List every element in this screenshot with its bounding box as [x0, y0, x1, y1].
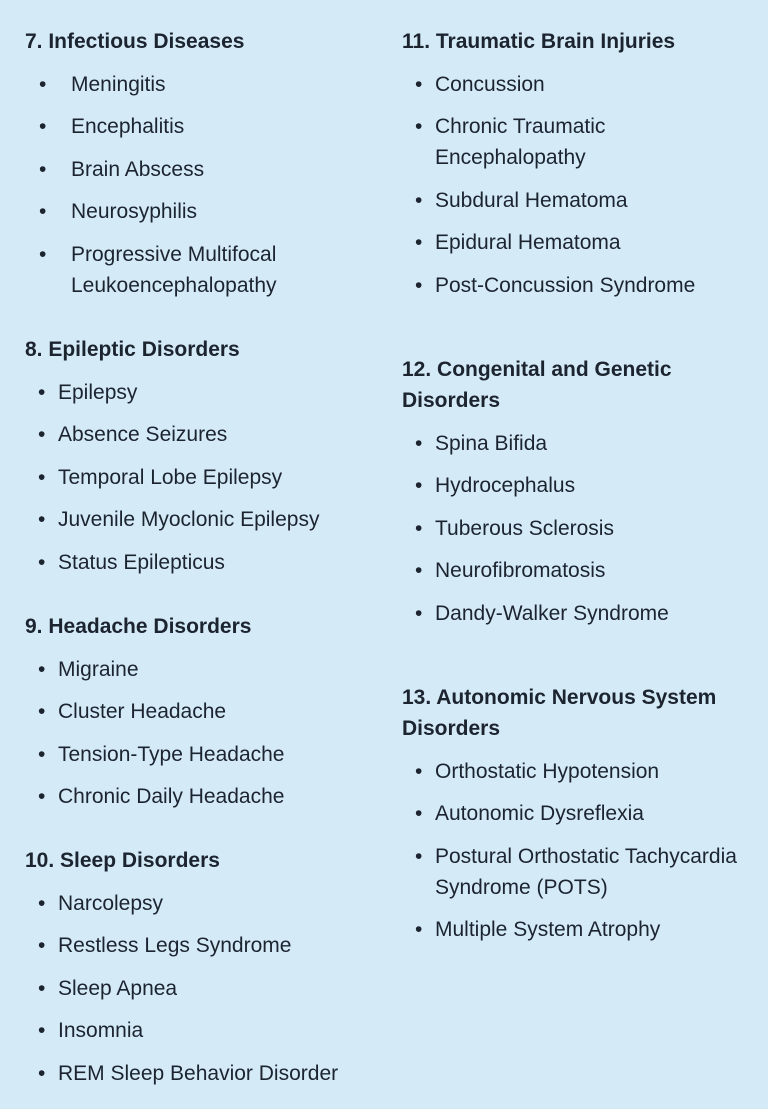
bullet-icon: • [415, 273, 423, 297]
section-heading: 9. Headache Disorders [25, 615, 252, 638]
section-infectious-diseases [25, 26, 355, 312]
bullet-icon: • [415, 474, 423, 497]
section-heading: 8. Epileptic Disorders [25, 338, 240, 361]
bullet-icon: • [415, 188, 423, 212]
bullet-icon: • [415, 844, 423, 868]
section-heading: 11. Traumatic Brain Injuries [402, 30, 676, 53]
list-item: • Tension-Type Headache [25, 739, 365, 770]
list-item: • Subdural Hematoma [402, 185, 752, 216]
bullet-icon: • [39, 200, 47, 223]
section-headache-disorders [25, 611, 365, 824]
list-item: • Post-Concussion Syndrome [402, 270, 752, 301]
bullet-icon: • [38, 423, 46, 446]
bullet-icon: • [38, 380, 46, 404]
list-item: • Narcolepsy [25, 888, 375, 919]
bullet-icon: • [415, 72, 423, 96]
section-heading: 12. Congenital and Genetic Disorders [402, 358, 672, 412]
list-item: • Brain Abscess [25, 154, 355, 185]
bullet-icon: • [38, 742, 46, 766]
bullet-icon: • [38, 700, 46, 723]
bullet-icon: • [39, 157, 47, 181]
list-item: • Orthostatic Hypotension [402, 756, 764, 787]
list-item: • Hydrocephalus [402, 470, 732, 501]
bullet-icon: • [38, 550, 46, 574]
item-list [25, 377, 365, 578]
list-item: • Concussion [402, 69, 752, 100]
item-list [25, 888, 375, 1089]
list-item: • Tuberous Sclerosis [402, 513, 732, 544]
section-epileptic-disorders [25, 334, 365, 589]
bullet-icon: • [38, 657, 46, 681]
bullet-icon: • [38, 976, 46, 1000]
list-item: • Chronic Daily Headache [25, 781, 365, 812]
list-item: • Status Epilepticus [25, 547, 365, 578]
bullet-icon: • [38, 1019, 46, 1042]
list-item: • REM Sleep Behavior Disorder [25, 1058, 375, 1089]
list-item: • Encephalitis [25, 111, 355, 142]
list-item: • Juvenile Myoclonic Epilepsy [25, 504, 365, 535]
bullet-icon: • [38, 785, 46, 808]
section-congenital-genetic-disorders [402, 354, 732, 640]
item-list [402, 756, 764, 946]
list-item: • Postural Orthostatic Tachycardia Syndrome (POTS) [402, 841, 764, 903]
bullet-icon: • [38, 465, 46, 489]
list-item: • Spina Bifida [402, 428, 732, 459]
bullet-icon: • [39, 72, 47, 96]
list-item: • Dandy-Walker Syndrome [402, 598, 732, 629]
bullet-icon: • [415, 516, 423, 540]
item-list [25, 654, 365, 813]
section-sleep-disorders [25, 845, 375, 1100]
list-item: • Temporal Lobe Epilepsy [25, 462, 365, 493]
list-item: • Insomnia [25, 1015, 375, 1046]
bullet-icon: • [415, 918, 423, 941]
section-autonomic-nervous-system-disorders [402, 682, 764, 957]
list-item: • Sleep Apnea [25, 973, 375, 1004]
bullet-icon: • [415, 115, 423, 138]
list-item: • Neurosyphilis [25, 196, 355, 227]
bullet-icon: • [38, 1061, 46, 1085]
list-item: • Progressive Multifocal Leukoencephalopathy [25, 239, 355, 301]
bullet-icon: • [415, 601, 423, 625]
list-item: • Absence Seizures [25, 419, 365, 450]
list-item: • Autonomic Dysreflexia [402, 798, 764, 829]
bullet-icon: • [39, 242, 47, 266]
bullet-icon: • [38, 934, 46, 957]
list-item: • Neurofibromatosis [402, 555, 732, 586]
section-heading: 13. Autonomic Nervous System Disorders [402, 686, 717, 740]
section-heading: 7. Infectious Diseases [25, 30, 245, 53]
bullet-icon: • [415, 431, 423, 455]
list-item: • Meningitis [25, 69, 355, 100]
section-traumatic-brain-injuries [402, 26, 752, 312]
section-heading: 10. Sleep Disorders [25, 849, 220, 872]
bullet-icon: • [415, 802, 423, 825]
bullet-icon: • [38, 891, 46, 915]
list-item: • Restless Legs Syndrome [25, 930, 375, 961]
bullet-icon: • [38, 508, 46, 531]
list-item: • Multiple System Atrophy [402, 914, 764, 945]
bullet-icon: • [415, 559, 423, 582]
item-list [402, 69, 752, 301]
list-item: • Chronic Traumatic Encephalopathy [402, 111, 665, 173]
item-list [402, 428, 732, 629]
bullet-icon: • [39, 115, 47, 138]
list-item: • Cluster Headache [25, 696, 365, 727]
list-item: • Epilepsy [25, 377, 365, 408]
item-list [25, 69, 355, 301]
bullet-icon: • [415, 759, 423, 783]
list-item: • Migraine [25, 654, 365, 685]
bullet-icon: • [415, 231, 423, 254]
list-item: • Epidural Hematoma [402, 227, 752, 258]
